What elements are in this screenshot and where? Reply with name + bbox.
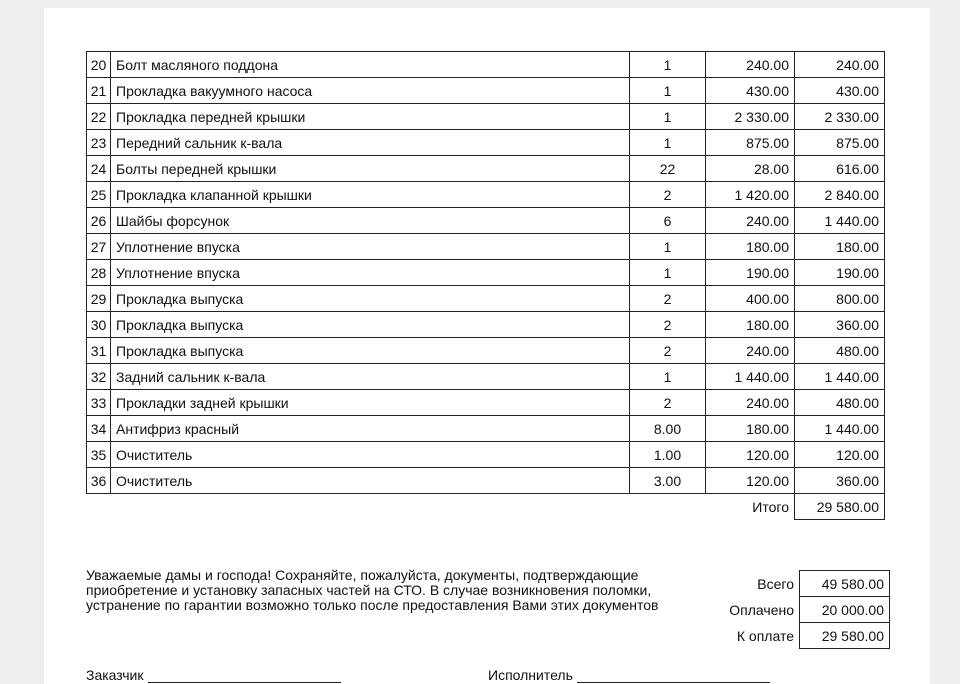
table-row (87, 234, 885, 260)
quantity: 22 (630, 156, 706, 182)
parts-table (86, 51, 885, 520)
unit-price: 240.00 (706, 208, 795, 234)
part-name: Очиститель (111, 442, 630, 468)
total-label: Итого (752, 498, 789, 515)
quantity: 2 (630, 338, 706, 364)
part-name: Уплотнение впуска (111, 234, 630, 260)
line-sum: 360.00 (795, 312, 885, 338)
total-row (87, 494, 885, 520)
quantity: 1 (630, 78, 706, 104)
part-name: Прокладка клапанной крышки (111, 182, 630, 208)
part-name: Прокладка передней крышки (111, 104, 630, 130)
line-sum: 480.00 (795, 338, 885, 364)
part-name: Шайбы форсунок (111, 208, 630, 234)
part-name: Прокладка выпуска (111, 286, 630, 312)
summary-all-value: 49 580.00 (800, 571, 890, 597)
row-number: 27 (87, 234, 111, 260)
executor-signature-line (577, 668, 770, 683)
parts-table-body (87, 52, 885, 494)
row-number: 29 (87, 286, 111, 312)
unit-price: 875.00 (706, 130, 795, 156)
quantity: 2 (630, 286, 706, 312)
quantity: 1 (630, 104, 706, 130)
line-sum: 1 440.00 (795, 416, 885, 442)
table-row (87, 156, 885, 182)
line-sum: 2 840.00 (795, 182, 885, 208)
unit-price: 120.00 (706, 468, 795, 494)
unit-price: 240.00 (706, 338, 795, 364)
row-number: 32 (87, 364, 111, 390)
total-value: 29 580.00 (795, 494, 885, 520)
quantity: 3.00 (630, 468, 706, 494)
summary-paid-label: Оплачено (729, 601, 794, 618)
part-name: Очиститель (111, 468, 630, 494)
quantity: 1 (630, 364, 706, 390)
line-sum: 480.00 (795, 390, 885, 416)
summary-all-row (714, 571, 890, 597)
summary-due-row (714, 623, 890, 649)
table-row (87, 208, 885, 234)
quantity: 1 (630, 260, 706, 286)
row-number: 28 (87, 260, 111, 286)
part-name: Прокладка выпуска (111, 338, 630, 364)
table-row (87, 416, 885, 442)
part-name: Болт масляного поддона (111, 52, 630, 78)
quantity: 2 (630, 182, 706, 208)
row-number: 35 (87, 442, 111, 468)
row-number: 20 (87, 52, 111, 78)
line-sum: 616.00 (795, 156, 885, 182)
part-name: Прокладки задней крышки (111, 390, 630, 416)
line-sum: 800.00 (795, 286, 885, 312)
row-number: 30 (87, 312, 111, 338)
row-number: 23 (87, 130, 111, 156)
line-sum: 240.00 (795, 52, 885, 78)
row-number: 31 (87, 338, 111, 364)
unit-price: 1 420.00 (706, 182, 795, 208)
unit-price: 180.00 (706, 234, 795, 260)
part-name: Прокладка вакуумного насоса (111, 78, 630, 104)
unit-price: 430.00 (706, 78, 795, 104)
line-sum: 1 440.00 (795, 208, 885, 234)
row-number: 21 (87, 78, 111, 104)
table-row (87, 130, 885, 156)
customer-signature-line (148, 668, 341, 683)
document-page (44, 8, 930, 684)
table-row (87, 78, 885, 104)
unit-price: 400.00 (706, 286, 795, 312)
table-row (87, 442, 885, 468)
summary-paid-row (714, 597, 890, 623)
quantity: 2 (630, 390, 706, 416)
customer-label: Заказчик (86, 667, 144, 683)
line-sum: 2 330.00 (795, 104, 885, 130)
row-number: 33 (87, 390, 111, 416)
executor-label: Исполнитель (488, 667, 573, 683)
quantity: 8.00 (630, 416, 706, 442)
row-number: 36 (87, 468, 111, 494)
part-name: Антифриз красный (111, 416, 630, 442)
line-sum: 875.00 (795, 130, 885, 156)
part-name: Прокладка выпуска (111, 312, 630, 338)
part-name: Уплотнение впуска (111, 260, 630, 286)
customer-signature (86, 667, 341, 683)
quantity: 1 (630, 52, 706, 78)
table-row (87, 468, 885, 494)
row-number: 34 (87, 416, 111, 442)
table-row (87, 182, 885, 208)
row-number: 22 (87, 104, 111, 130)
warranty-notice: Уважаемые дамы и господа! Сохраняйте, пожалуйста, документы, подтверждающие приобретение и установку запасных частей на СТО. В случае возникновения поломки, устранение по гарантии возможно только после предоставления Вами этих документов (86, 567, 659, 613)
line-sum: 430.00 (795, 78, 885, 104)
table-row (87, 104, 885, 130)
line-sum: 180.00 (795, 234, 885, 260)
unit-price: 190.00 (706, 260, 795, 286)
line-sum: 120.00 (795, 442, 885, 468)
part-name: Задний сальник к-вала (111, 364, 630, 390)
unit-price: 180.00 (706, 312, 795, 338)
table-row (87, 312, 885, 338)
unit-price: 120.00 (706, 442, 795, 468)
quantity: 2 (630, 312, 706, 338)
part-name: Передний сальник к-вала (111, 130, 630, 156)
table-row (87, 364, 885, 390)
part-name: Болты передней крышки (111, 156, 630, 182)
line-sum: 190.00 (795, 260, 885, 286)
unit-price: 28.00 (706, 156, 795, 182)
table-row (87, 286, 885, 312)
payment-summary (714, 570, 890, 649)
line-sum: 360.00 (795, 468, 885, 494)
quantity: 1 (630, 234, 706, 260)
table-row (87, 338, 885, 364)
unit-price: 1 440.00 (706, 364, 795, 390)
unit-price: 2 330.00 (706, 104, 795, 130)
row-number: 26 (87, 208, 111, 234)
table-row (87, 260, 885, 286)
table-row (87, 390, 885, 416)
quantity: 1.00 (630, 442, 706, 468)
unit-price: 180.00 (706, 416, 795, 442)
executor-signature (488, 667, 770, 683)
quantity: 1 (630, 130, 706, 156)
quantity: 6 (630, 208, 706, 234)
unit-price: 240.00 (706, 52, 795, 78)
row-number: 24 (87, 156, 111, 182)
summary-due-value: 29 580.00 (800, 623, 890, 649)
table-row (87, 52, 885, 78)
line-sum: 1 440.00 (795, 364, 885, 390)
unit-price: 240.00 (706, 390, 795, 416)
summary-paid-value: 20 000.00 (800, 597, 890, 623)
summary-due-label: К оплате (736, 627, 794, 644)
row-number: 25 (87, 182, 111, 208)
summary-all-label: Всего (757, 575, 794, 592)
